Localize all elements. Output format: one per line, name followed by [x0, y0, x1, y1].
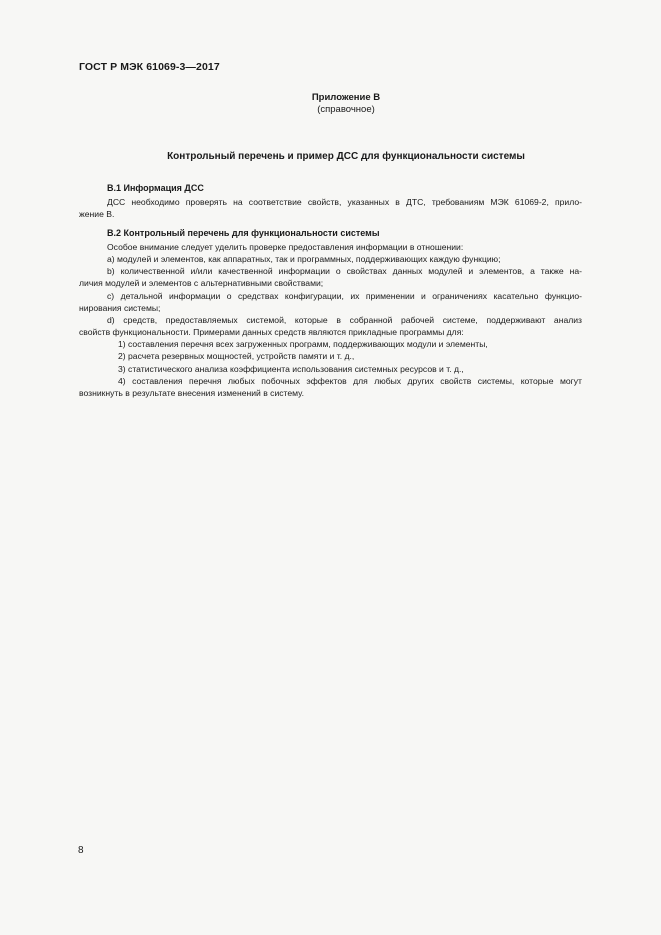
section-b2-heading: В.2 Контрольный перечень для функциональности системы — [107, 228, 380, 238]
annex-title: Приложение В — [311, 92, 381, 103]
paragraph-line: Особое внимание следует уделить проверке предоставления информации в отношении: — [107, 242, 464, 252]
sub-list-item: 1) составления перечня всех загруженных программ, поддерживающих модули и элементы, — [118, 339, 488, 349]
sub-list-item: 2) расчета резервных мощностей, устройств памяти и т. д., — [118, 351, 355, 361]
section-b1-heading: В.1 Информация ДСС — [107, 183, 204, 193]
list-item: а) модулей и элементов, как аппаратных, так и программных, поддерживающих каждую функцию; — [107, 254, 501, 264]
paragraph-line: нирования системы; — [79, 303, 161, 313]
document-code: ГОСТ Р МЭК 61069-3—2017 — [79, 61, 220, 73]
list-item: d) средств, предоставляемых системой, которые в собранной рабочей системе, поддерживают анализ — [107, 315, 582, 325]
page-number: 8 — [78, 845, 84, 856]
paragraph-line: личия модулей и элементов с альтернативными свойствами; — [79, 278, 324, 288]
paragraph-line: возникнуть в результате внесения изменений в систему. — [79, 388, 305, 398]
sub-list-item: 3) статистического анализа коэффициента использования системных ресурсов и т. д., — [118, 364, 464, 374]
list-item: b) количественной и/или качественной информации о свойствах данных модулей и элементов, а также на- — [107, 266, 582, 276]
paragraph-line: ДСС необходимо проверять на соответствие свойств, указанных в ДТС, требованиям МЭК 61069-2, прило- — [107, 197, 582, 207]
main-title: Контрольный перечень и пример ДСС для функциональности системы — [167, 151, 525, 162]
list-item: с) детальной информации о средствах конфигурации, их применении и ограничениях касательно функцио- — [107, 291, 582, 301]
annex-subtitle: (справочное) — [317, 104, 375, 115]
paragraph-line: жение В. — [79, 209, 115, 219]
paragraph-line: свойств функциональности. Примерами данных средств являются прикладные программы для: — [79, 327, 464, 337]
sub-list-item: 4) составления перечня любых побочных эффектов для любых других свойств системы, которые могут — [118, 376, 582, 386]
